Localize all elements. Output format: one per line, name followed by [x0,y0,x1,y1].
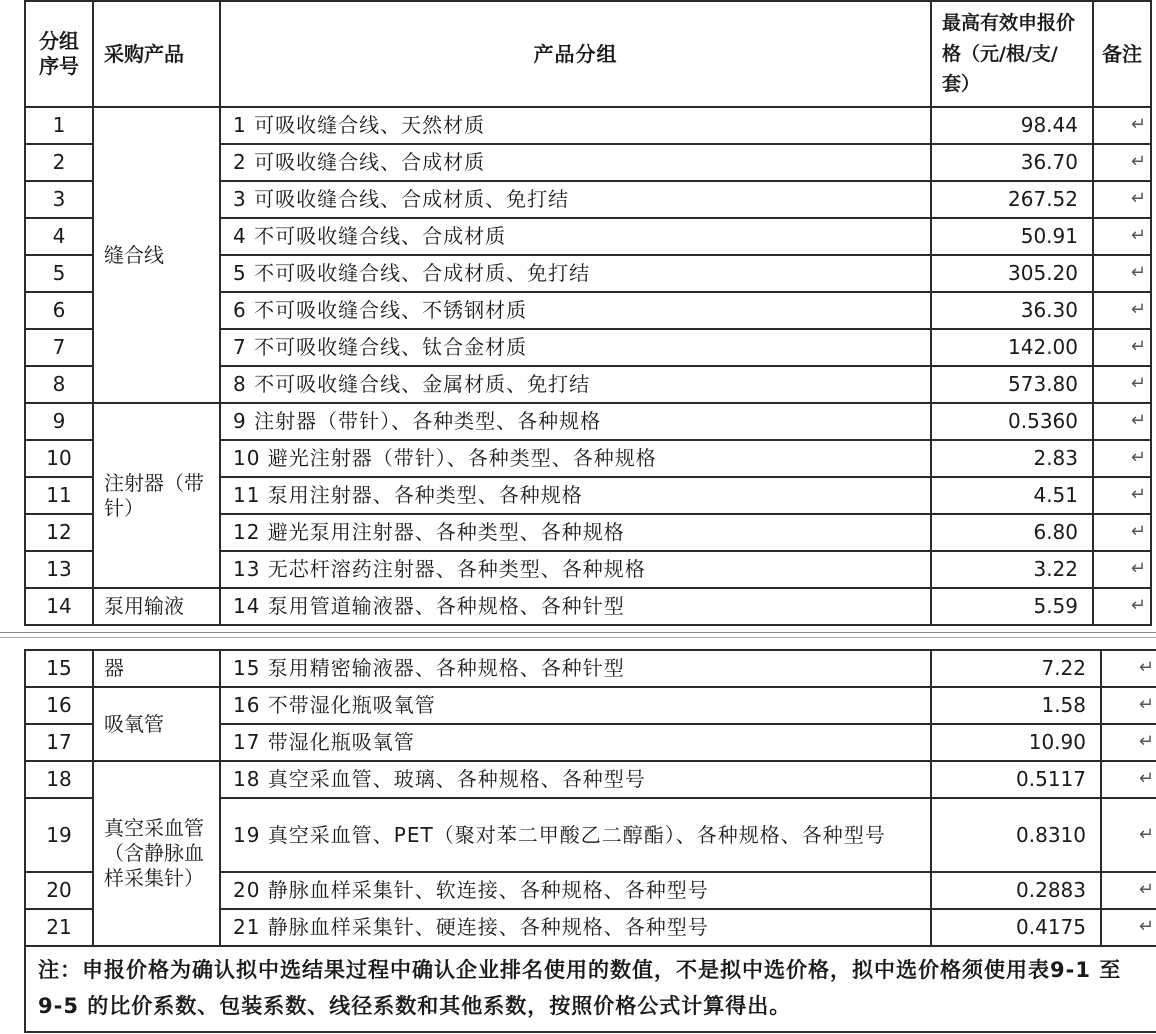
product-category: 注射器（带针） [93,403,220,588]
row-description: 2 可吸收缝合线、合成材质 [220,144,931,181]
price-table-part1 [24,0,1152,626]
row-description: 5 不可吸收缝合线、合成材质、免打结 [220,255,931,292]
paragraph-mark-icon: ↵ [1093,329,1151,366]
product-category: 真空采血管（含静脉血样采集针） [93,761,220,946]
header-product: 采购产品 [93,1,220,107]
row-number: 10 [25,440,93,477]
table-row [25,761,1156,798]
note-row [25,946,1156,1032]
row-number: 5 [25,255,93,292]
row-description: 3 可吸收缝合线、合成材质、免打结 [220,181,931,218]
paragraph-mark-icon: ↵ [1093,144,1151,181]
paragraph-mark-icon: ↵ [1093,403,1151,440]
table-row [25,403,1151,440]
header-subgroup: 产品分组 [220,1,931,107]
row-number: 15 [25,650,93,687]
paragraph-mark-icon: ↵ [1101,909,1156,946]
row-description: 1 可吸收缝合线、天然材质 [220,107,931,144]
row-number: 14 [25,588,93,625]
paragraph-mark-icon: ↵ [1101,724,1156,761]
paragraph-mark-icon: ↵ [1101,687,1156,724]
header-remark: 备注 [1093,1,1151,107]
row-price: 1.58 [931,687,1101,724]
row-price: 3.22 [931,551,1093,588]
row-description: 12 避光泵用注射器、各种类型、各种规格 [220,514,931,551]
row-number: 18 [25,761,93,798]
row-price: 5.59 [931,588,1093,625]
row-price: 0.5360 [931,403,1093,440]
row-price: 305.20 [931,255,1093,292]
paragraph-mark-icon: ↵ [1093,181,1151,218]
row-number: 8 [25,366,93,403]
row-price: 6.80 [931,514,1093,551]
row-price: 98.44 [931,107,1093,144]
product-category: 泵用输液 [93,588,220,625]
row-price: 7.22 [931,650,1101,687]
table-row [25,650,1156,687]
row-number: 3 [25,181,93,218]
paragraph-mark-icon: ↵ [1093,551,1151,588]
row-number: 6 [25,292,93,329]
row-number: 21 [25,909,93,946]
row-price: 573.80 [931,366,1093,403]
row-price: 142.00 [931,329,1093,366]
row-number: 19 [25,798,93,872]
row-number: 13 [25,551,93,588]
row-number: 12 [25,514,93,551]
paragraph-mark-icon: ↵ [1101,872,1156,909]
paragraph-mark-icon: ↵ [1101,798,1156,872]
row-price: 267.52 [931,181,1093,218]
paragraph-mark-icon: ↵ [1093,218,1151,255]
row-price: 36.70 [931,144,1093,181]
row-price: 0.4175 [931,909,1101,946]
row-description: 7 不可吸收缝合线、钛合金材质 [220,329,931,366]
product-category: 缝合线 [93,107,220,403]
table-row [25,687,1156,724]
row-description: 15 泵用精密输液器、各种规格、各种针型 [220,650,931,687]
paragraph-mark-icon: ↵ [1093,107,1151,144]
row-number: 17 [25,724,93,761]
row-description: 4 不可吸收缝合线、合成材质 [220,218,931,255]
paragraph-mark-icon: ↵ [1101,650,1156,687]
paragraph-mark-icon: ↵ [1093,440,1151,477]
price-table-part2 [24,649,1156,1033]
row-description: 13 无芯杆溶药注射器、各种类型、各种规格 [220,551,931,588]
row-number: 20 [25,872,93,909]
row-price: 0.8310 [931,798,1101,872]
row-description: 17 带湿化瓶吸氧管 [220,724,931,761]
paragraph-mark-icon: ↵ [1093,588,1151,625]
row-number: 2 [25,144,93,181]
paragraph-mark-icon: ↵ [1093,514,1151,551]
paragraph-mark-icon: ↵ [1093,477,1151,514]
row-description: 8 不可吸收缝合线、金属材质、免打结 [220,366,931,403]
paragraph-mark-icon: ↵ [1101,761,1156,798]
paragraph-mark-icon: ↵ [1093,292,1151,329]
row-price: 50.91 [931,218,1093,255]
row-description: 21 静脉血样采集针、硬连接、各种规格、各种型号 [220,909,931,946]
row-description: 16 不带湿化瓶吸氧管 [220,687,931,724]
row-description: 18 真空采血管、玻璃、各种规格、各种型号 [220,761,931,798]
row-description: 14 泵用管道输液器、各种规格、各种针型 [220,588,931,625]
row-description: 6 不可吸收缝合线、不锈钢材质 [220,292,931,329]
page-break-divider [0,628,1156,646]
row-number: 16 [25,687,93,724]
header-row [25,1,1151,107]
table-row [25,107,1151,144]
row-price: 2.83 [931,440,1093,477]
product-category: 器 [93,650,220,687]
row-number: 7 [25,329,93,366]
table-note: 注：申报价格为确认拟中选结果过程中确认企业排名使用的数值，不是拟中选价格，拟中选价格须使用表9-1 至 9-5 的比价系数、包装系数、线径系数和其他系数，按照价格公式计算得出。 [25,946,1156,1032]
row-price: 10.90 [931,724,1101,761]
product-category: 吸氧管 [93,687,220,761]
row-price: 4.51 [931,477,1093,514]
header-price: 最高有效申报价格（元/根/支/套） [931,1,1093,107]
row-price: 0.5117 [931,761,1101,798]
row-number: 9 [25,403,93,440]
row-description: 19 真空采血管、PET（聚对苯二甲酸乙二醇酯）、各种规格、各种型号 [220,798,931,872]
row-description: 9 注射器（带针）、各种类型、各种规格 [220,403,931,440]
row-description: 20 静脉血样采集针、软连接、各种规格、各种型号 [220,872,931,909]
table-row [25,588,1151,625]
row-number: 4 [25,218,93,255]
row-number: 1 [25,107,93,144]
row-price: 0.2883 [931,872,1101,909]
row-number: 11 [25,477,93,514]
row-description: 11 泵用注射器、各种类型、各种规格 [220,477,931,514]
paragraph-mark-icon: ↵ [1093,366,1151,403]
paragraph-mark-icon: ↵ [1093,255,1151,292]
row-price: 36.30 [931,292,1093,329]
row-description: 10 避光注射器（带针）、各种类型、各种规格 [220,440,931,477]
header-group-no: 分组序号 [25,1,93,107]
